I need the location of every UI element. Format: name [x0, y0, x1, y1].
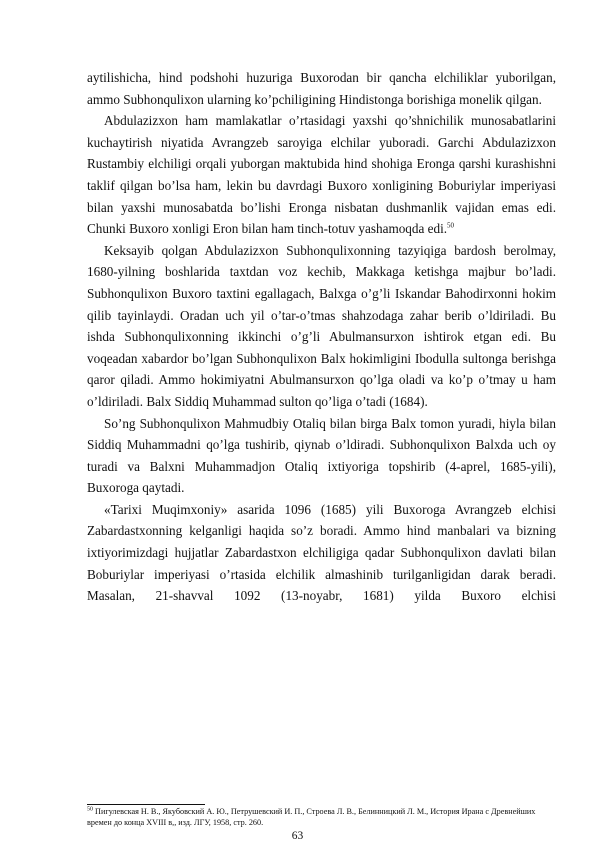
body-text [87, 67, 556, 607]
paragraph: Keksayib qolgan Abdulazizxon Subhonqulixonning tazyiqiga bardosh berolmay, 1680-yilning boshlarida taxtdan voz kechib, Makkaga ketishga majbur bo’ladi. Subhonqulixon Buxoro taxtini egallagach, Balxga o’g’li Iskandar Bahodirxonni hokim qilib tayinlaydi. Oradan uch yil o’tar-o’tmas shahzodaga zahar berib o’ldiriladi. Bu ishda Subhonqulixonning ikkinchi o’g’li Abulmansurxon ishtirok etgan edi. Bu voqeadan xabardor bo’lgan Subhonqulixon Balx hokimligini Ibodulla sultonga berishga qaror qiladi. Ammo hokimiyatni Abulmansurxon qo’lga oladi va ko’p o’tmay u ham o’ldiriladi. Balx Siddiq Muhammad sulton qo’liga o’tadi (1684). [87, 242, 556, 409]
footnote [87, 806, 556, 828]
paragraph: So’ng Subhonqulixon Mahmudbiy Otaliq bilan birga Balx tomon yuradi, hiyla bilan Siddiq Muhammadni qo’lga tushirib, qiynab o’ldiradi. Subhonqulixon Balxda uch oy turadi va Balxni Muhammadjon Otaliq ixtiyoriga topshirib (4-aprel, 1685-yili), Buxoroga qaytadi. [87, 415, 556, 496]
paragraph-continuation: aytilishicha, hind podshohi huzuriga Buxorodan bir qancha elchiliklar yuborilgan, ammo Subhonqulixon ularning ko’pchiligining Hindistonga borishiga monelik qilgan. [87, 70, 556, 107]
paragraph: «Tarixi Muqimxoniy» asarida 1096 (1685) yili Buxoroga Avrangzeb elchisi Zabardastxonning kelganligi haqida so’z boradi. Ammo hind manbalari va bizning ixtiyorimizdagi hujjatlar Zabardastxon elchiligiga qadar Subhonqulixon davlati bilan Boburiylar imperiyasi o’rtasida elchilik almashinib turilganligidan darak beradi. Masalan, 21-shavval 1092 (13-noyabr, 1681) yilda Buxoro elchisi [87, 501, 556, 604]
footnote-reference[interactable]: 50 [447, 221, 455, 230]
paragraph-text: Abdulazizxon ham mamlakatlar o’rtasidagi yaxshi qo’shnichilik munosabatlarini kuchaytirish niyatida Avrangzeb saroyiga elchilar yuboradi. Garchi Abdulazizxon Rustambiy elchiligi orqali yuborgan maktubida hind shohiga Eronga qarshi kurashishni taklif qilgan bo’lsa ham, lekin bu davrdagi Buxoro xonligining Boburiylar imperiyasi bilan yaxshi munosabatda bo’lishi Eronga nisbatan dushmanlik vajidan emas edi. Chunki Buxoro xonligi Eron bilan ham tinch-totuv yashamoqda edi. [87, 113, 556, 237]
paragraph [87, 110, 556, 240]
footnote-text: Пигулевская Н. В., Якубовский А. Ю., Петрушевский И. П., Строева Л. В., Белинницкий Л. М., История Ирана с Древнейших времен до конца XVIII в,, изд. ЛГУ, 1958, стр. 260. [87, 807, 536, 827]
footnote-number: 50 [87, 806, 93, 813]
page-number: 63 [291, 830, 304, 842]
footnote-divider [87, 804, 205, 805]
